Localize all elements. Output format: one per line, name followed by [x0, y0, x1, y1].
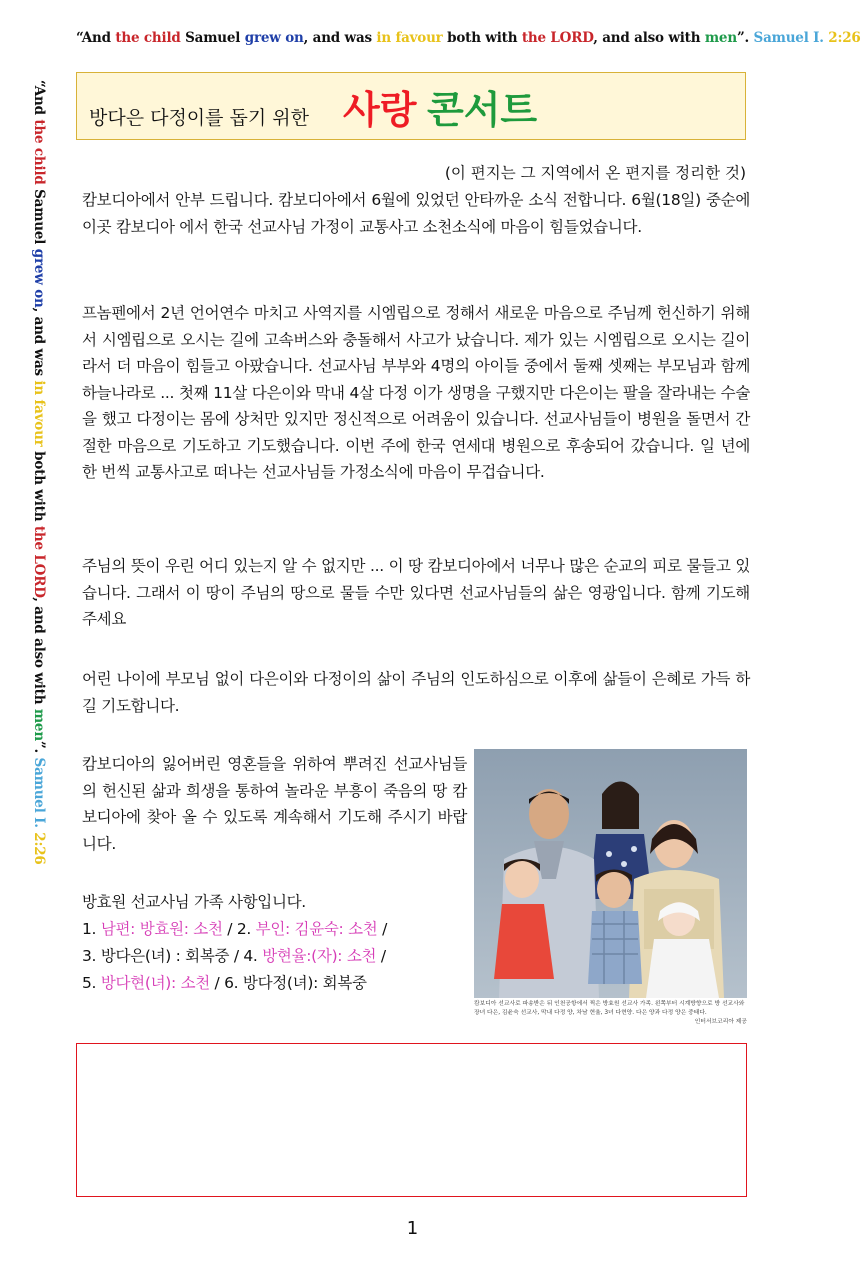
side-verse-part-8: , and also with	[31, 597, 47, 709]
family-line-1-e: /	[377, 920, 388, 938]
family-line-1	[82, 916, 472, 943]
page-number: 1	[406, 1218, 419, 1239]
side-verse-part-11: Samuel I.	[31, 757, 47, 833]
paragraph-4: 어린 나이에 부모님 없이 다은이와 다정이의 삶이 주님의 인도하심으로 이후에 삶들이 은혜로 가득 하길 기도합니다.	[82, 670, 750, 715]
header-verse	[76, 30, 861, 54]
side-verse-part-3: grew on	[31, 248, 47, 308]
family-photo-illustration	[474, 749, 747, 998]
family-line-1-a: 1.	[82, 920, 101, 938]
side-verse-part-0: “And	[31, 80, 47, 120]
title-box	[76, 72, 746, 140]
side-verse-part-1: the child	[31, 119, 47, 190]
family-son: 방현율:(자): 소천	[262, 947, 377, 965]
paragraph-1: 캄보디아에서 안부 드립니다. 캄보디아에서 6월에 있었던 안타까운 소식 전합니다. 6월(18일) 중순에 이곳 캄보디아 에서 한국 선교사님 가정이 교통사고 소천소식에 마음이 힘들었습니다.	[82, 191, 750, 236]
header-verse-part-2: Samuel	[185, 30, 245, 46]
side-verse	[28, 80, 50, 865]
header-verse-part-12: 2:26	[828, 30, 861, 46]
side-verse-part-2: Samuel	[31, 189, 47, 249]
side-verse-part-5: in favour	[31, 380, 47, 452]
family-line-2-c: /	[376, 947, 386, 965]
family-line-2	[82, 943, 472, 970]
side-verse-part-9: men	[31, 708, 47, 741]
photo-credit: 인터서브코리아 제공	[694, 1019, 747, 1025]
header-verse-part-5: in favour	[376, 30, 448, 46]
family-line-3-a: 5.	[82, 974, 101, 992]
header-verse-part-10: ”.	[736, 30, 754, 46]
paragraph-5: 캄보디아의 잃어버린 영혼들을 위하여 뿌려진 선교사님들의 헌신된 삶과 희생을 통하여 놀라운 부흥이 죽음의 땅 캄보디아에 찾아 올 수 있도록 계속해서 기도해 주시기 바랍니다.	[82, 755, 467, 853]
header-verse-part-3: grew on	[244, 30, 304, 46]
side-verse-part-6: both with	[31, 451, 47, 526]
title-concert: 콘서트	[427, 88, 538, 132]
header-verse-part-7: the LORD	[521, 30, 594, 46]
header-verse-part-6: both with	[447, 30, 522, 46]
intro-note: (이 편지는 그 지역에서 온 편지를 정리한 것)	[444, 164, 746, 182]
family-photo	[474, 749, 747, 998]
family-daughter: 방다현(녀): 소천	[100, 974, 210, 992]
side-verse-text	[28, 80, 50, 865]
family-line-3-c: / 6. 방다정(녀): 회복중	[209, 974, 367, 992]
title-love: 사랑	[343, 88, 417, 132]
photo-caption-text: 캄보디아 선교사로 파송받은 뒤 인천공항에서 찍은 방효원 선교사 가족. 왼쪽부터 시계방향으로 방 선교사와 장녀 다은, 김윤숙 선교사, 막내 다정 양, 차남 현율, 3녀 다현양. 다은 양과 다정 양은 중태다.	[474, 1001, 745, 1016]
title-prefix: 방다은 다정이를 돕기 위한	[89, 107, 310, 129]
header-verse-part-9: men	[704, 30, 737, 46]
side-verse-part-12: 2:26	[31, 832, 47, 865]
family-husband: 남편: 방효원: 소천	[100, 920, 223, 938]
header-verse-part-4: , and was	[303, 30, 377, 46]
paragraph-2: 프놈펜에서 2년 언어연수 마치고 사역지를 시엠립으로 정해서 새로운 마음으로 주님께 헌신하기 위해서 시엠립으로 오시는 길에 고속버스와 충돌해서 사고가 났습니다. 제가 있는 시엠립으로 오시는 길이라서 더 마음이 힘들고 아팠습니다. 선교사님 부부와 4명의 아이들 중에서 둘째 셋째는 부모님과 함께 하늘나라로 ... 첫째 11살 다은이와 막내 4살 다정 이가 생명을 구했지만 다은이는 팔을 잘라내는 수술을 했고 다정이는 몸에 상처만 있지만 정신적으로 어려움이 있습니다. 선교사님들이 병원을 돌면서 간절한 마음으로 기도하고 기도했습니다. 이번 주에 한국 연세대 병원으로 후송되어 갔습니다. 일 년에 한 번씩 교통사고로 떠나는 선교사님들 가정소식에 마음이 무겁습니다.	[82, 304, 750, 481]
header-verse-part-11: Samuel I.	[753, 30, 829, 46]
header-verse-part-0: “And	[76, 30, 116, 46]
side-verse-part-7: the LORD	[31, 525, 47, 598]
family-heading: 방효원 선교사님 가족 사항입니다.	[82, 893, 306, 911]
header-verse-part-1: the child	[115, 30, 186, 46]
side-verse-part-4: , and was	[31, 307, 47, 381]
family-wife: 부인: 김윤숙: 소천	[255, 920, 378, 938]
header-verse-part-8: , and also with	[593, 30, 705, 46]
empty-bordered-box	[76, 1043, 747, 1197]
photo-caption	[474, 1000, 747, 1027]
family-line-2-a: 3. 방다은(녀) : 회복중 / 4.	[82, 947, 263, 965]
family-line-3	[82, 970, 472, 997]
paragraph-3: 주님의 뜻이 우린 어디 있는지 알 수 없지만 ... 이 땅 캄보디아에서 너무나 많은 순교의 피로 물들고 있습니다. 그래서 이 땅이 주님의 땅으로 물들 수만 있다면 선교사님들의 삶은 영광입니다. 함께 기도해 주세요	[82, 557, 750, 628]
family-line-1-c: / 2.	[222, 920, 256, 938]
side-verse-part-10: ”.	[31, 740, 47, 758]
